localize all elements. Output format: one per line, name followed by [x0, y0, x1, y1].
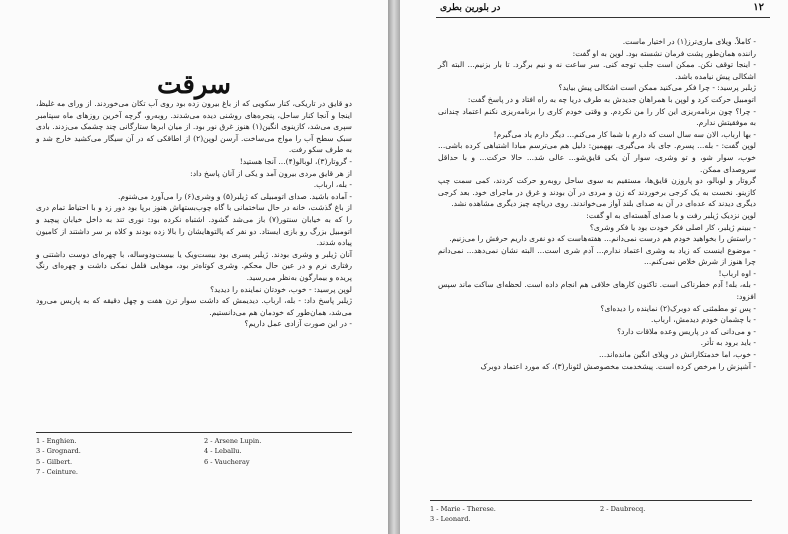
footnote: 2 - Arsene Lupin. — [204, 437, 262, 445]
paragraph: لوپن نزدیک ژیلبر رفت و با صدای آهسته‌ای به او گفت: — [586, 210, 756, 220]
paragraph: - اینجا توقف نکن. ممکن است جلب توجه کنی. سر ساعت نه و نیم برگرد. تا بار بزنیم... البته اگر اشکالی پیش نیامده باشد. — [438, 60, 756, 81]
paragraph: - ببینم ژیلبر، کار اصلی فکر خودت بود یا فکر وشری؟ — [589, 222, 756, 232]
paragraph: لوپن گفت: - بله... پسرم. جای یاد می‌گیری. بههمین: دلیل هم می‌ترسم مبادا اشتباهی کرده باشی... خوب، سوار شو، و تو وشری، سوار آن یکی قایق‌شو... عالی شد... حالا حرکت... و با حداقل سروصدای ممکن. — [438, 141, 756, 174]
paragraph: - بها ارباب، الان سه سال است که دارم با شما کار می‌کنم... دیگر دارم یاد می‌گیرم! — [493, 129, 756, 139]
paragraph: از باغ گذشت، خانه در حال ساختمانی با گاه چوب‌بستهاش هنوز برپا بود دور زد و با احتیاط تمام دری را که به خیابان سنتور(۷) باز می‌شد گشود. اشتباه نکرده بود: نوری تند به داخل خیابان پیچید و اتومبیل بزرگ رو بازی ایستاد. دو نفر که پالتوهایشان را بالا زده بودند و کلاه بر سر داشتند از کامیون پیاده شدند. — [36, 203, 353, 248]
chapter-title: سرقت — [156, 70, 232, 100]
paragraph: - در این صورت آزادی عمل داریم؟ — [244, 319, 352, 329]
footnote-rule — [430, 500, 752, 501]
header-rule — [436, 17, 770, 18]
right-page — [400, 0, 788, 534]
running-title: در بلورین بطری — [440, 3, 501, 13]
paragraph: راننده همان‌طور پشت فرمان نشسته بود. لوپن به او گفت: — [572, 48, 756, 58]
paragraph: - آماده باشید. صدای اتومبیلی که ژیلبر(۵) و وشری(۶) را می‌آورد می‌شنوم. — [117, 191, 352, 201]
paragraph: آنان ژیلبر و وشری بودند. ژیلبر پسری بود بیست‌ویک یا بیست‌ودوساله، با چهره‌ای دوست داشتنی و رفتاری نرم و در عین حال محکم. وشری کوتاه‌تر بود، موهایی فلفل نمکی داشت و چهره‌ای رنگ پریده و بیمارگون به‌نظر می‌رسید. — [36, 249, 352, 282]
footnote: 3 - Leonard. — [430, 515, 471, 524]
paragraph: ژیلبر پرسید: - چرا فکر می‌کنید ممکن است اشکالی پیش بیاید؟ — [558, 83, 756, 93]
footnote: 3 - Grognard. — [36, 447, 81, 456]
footnote: 4 - Leballu. — [204, 447, 242, 456]
footnotes — [36, 436, 352, 496]
paragraph: - گروتار(۳)، لوبالو(۴)... آنجا هستید! — [239, 156, 352, 166]
paragraph: - اوه ارباب! — [718, 268, 756, 278]
footnote-rule — [36, 432, 352, 433]
paragraph: - پس تو مطمئنی که دوبرک(۲) نماینده را دیده‌ای؟ — [600, 303, 756, 313]
paragraph: گروتار و لوبالو، دو پاروزن قایق‌ها، مستقیم به سوی ساحل روبه‌رو حرکت کردند، کمی سمت چپ کازینو. نخست به یک کرجی برخوردند که زن و مردی در آن بودند و غرق در ماجرای خود. بعد کرجی دیگری دیدند که عده‌ای در آن به صدای بلند آواز می‌خواندند. روی دریاچه چیز دیگری مشاهده نشد. — [438, 176, 756, 209]
footnotes — [430, 504, 752, 530]
paragraph: - موضوع اینست که زیاد به وشری اعتماد ندارم... آدم شری است... البته نشان نمی‌دهد... نمی‌دانم چرا هنوز از شرش خلاص نمی‌کنم... — [438, 245, 756, 267]
paragraph: دو قایق در تاریکی، کنار سکویی که از باغ بیرون زده بود روی آب تکان می‌خوردند. از ورای مه غلیظ، اینجا و آنجا کنار ساحل، پنجره‌های روشنی دیده می‌شدند. روبه‌رو، گرچه آخرین روزهای ماه سپتامبر سپری می‌شد، کازینوی انگین(۱) هنوز غرق نور بود. از میان ابرها ستارگانی چند چشمک می‌زدند. بادی سبک سطح آب را مواج می‌ساخت. آرسن لوپن(۲) از اطاقکی که در آن سیگار می‌کشید خارج شد و به طرف سکو رفت. — [36, 99, 352, 155]
paragraph: - بله، بله! آدم خطرناکی است. تاکنون کارهای خلافی هم انجام داده است. لحظه‌ای ساکت ماند سپس افزود: — [438, 280, 756, 302]
footnote-column-right — [204, 436, 364, 467]
right-body-text — [438, 36, 756, 372]
footnote: 6 - Vaucheray — [204, 457, 250, 466]
footnote: 1 - Marie - Therese. — [430, 505, 496, 513]
footnote: 5 - Gilbert. — [36, 457, 73, 466]
book-gutter — [388, 0, 400, 534]
paragraph: - چرا؟ چون برنامه‌ریزی این کار را من نکردم. و وقتی خودم کاری را برنامه‌ریزی نکنم اعتماد چندانی به موفقیتش ندارم. — [438, 106, 756, 128]
paragraph: ژیلبر پاسخ داد: - بله، ارباب. دیدیمش که داشت سوار ترن هفت و چهل دقیقه که به پاریس می‌رود می‌شد، همان‌طور که خودمان هم می‌دانستیم. — [36, 296, 352, 317]
footnote-column-left — [430, 504, 590, 525]
footnote-column-left — [36, 436, 196, 478]
paragraph: - راستش را بخواهید خودم هم درست نمی‌دانم... هفته‌هاست که دو نفری داریم حرفش را می‌زنیم. — [449, 234, 756, 244]
paragraph: از هر قایق مردی بیرون آمد و یکی از آنان پاسخ داد: — [190, 168, 352, 178]
page-number: ۱۲ — [753, 2, 764, 13]
paragraph: - خوب، اما خدمتکارانش در ویلای انگین مانده‌اند... — [599, 350, 756, 360]
footnote: 2 - Daubrecq. — [600, 505, 646, 513]
footnote: 7 - Ceinture. — [36, 468, 78, 477]
left-page — [0, 0, 388, 534]
paragraph: لوپن پرسید: - خوب، خودتان نماینده را دیدید؟ — [210, 284, 352, 294]
footnote-column-right — [600, 504, 760, 514]
paragraph: - با چشمان خودم دیدمش، ارباب. — [651, 315, 756, 325]
left-body-text — [36, 98, 352, 330]
footnote: 1 - Enghien. — [36, 437, 77, 445]
paragraph: اتومبیل حرکت کرد و لوپن با همراهان جدیدش به طرف دریا چه به راه افتاد و در پاسخ گفت: — [467, 94, 756, 104]
paragraph: - باید برود به تأتر. — [700, 338, 756, 348]
paragraph: - بله، ارباب. — [313, 180, 352, 190]
paragraph: - آشپزش را مرخص کرده است. پیشخدمت مخصوصش لئونار(۳)، که مورد اعتماد دوبرک — [480, 361, 756, 371]
paragraph: - و می‌دانی که در پاریس وعده ملاقات دارد؟ — [617, 326, 756, 336]
paragraph: - کاملاً. ویلای ماری‌ترز(۱) در اختیار ماست. — [622, 37, 756, 46]
